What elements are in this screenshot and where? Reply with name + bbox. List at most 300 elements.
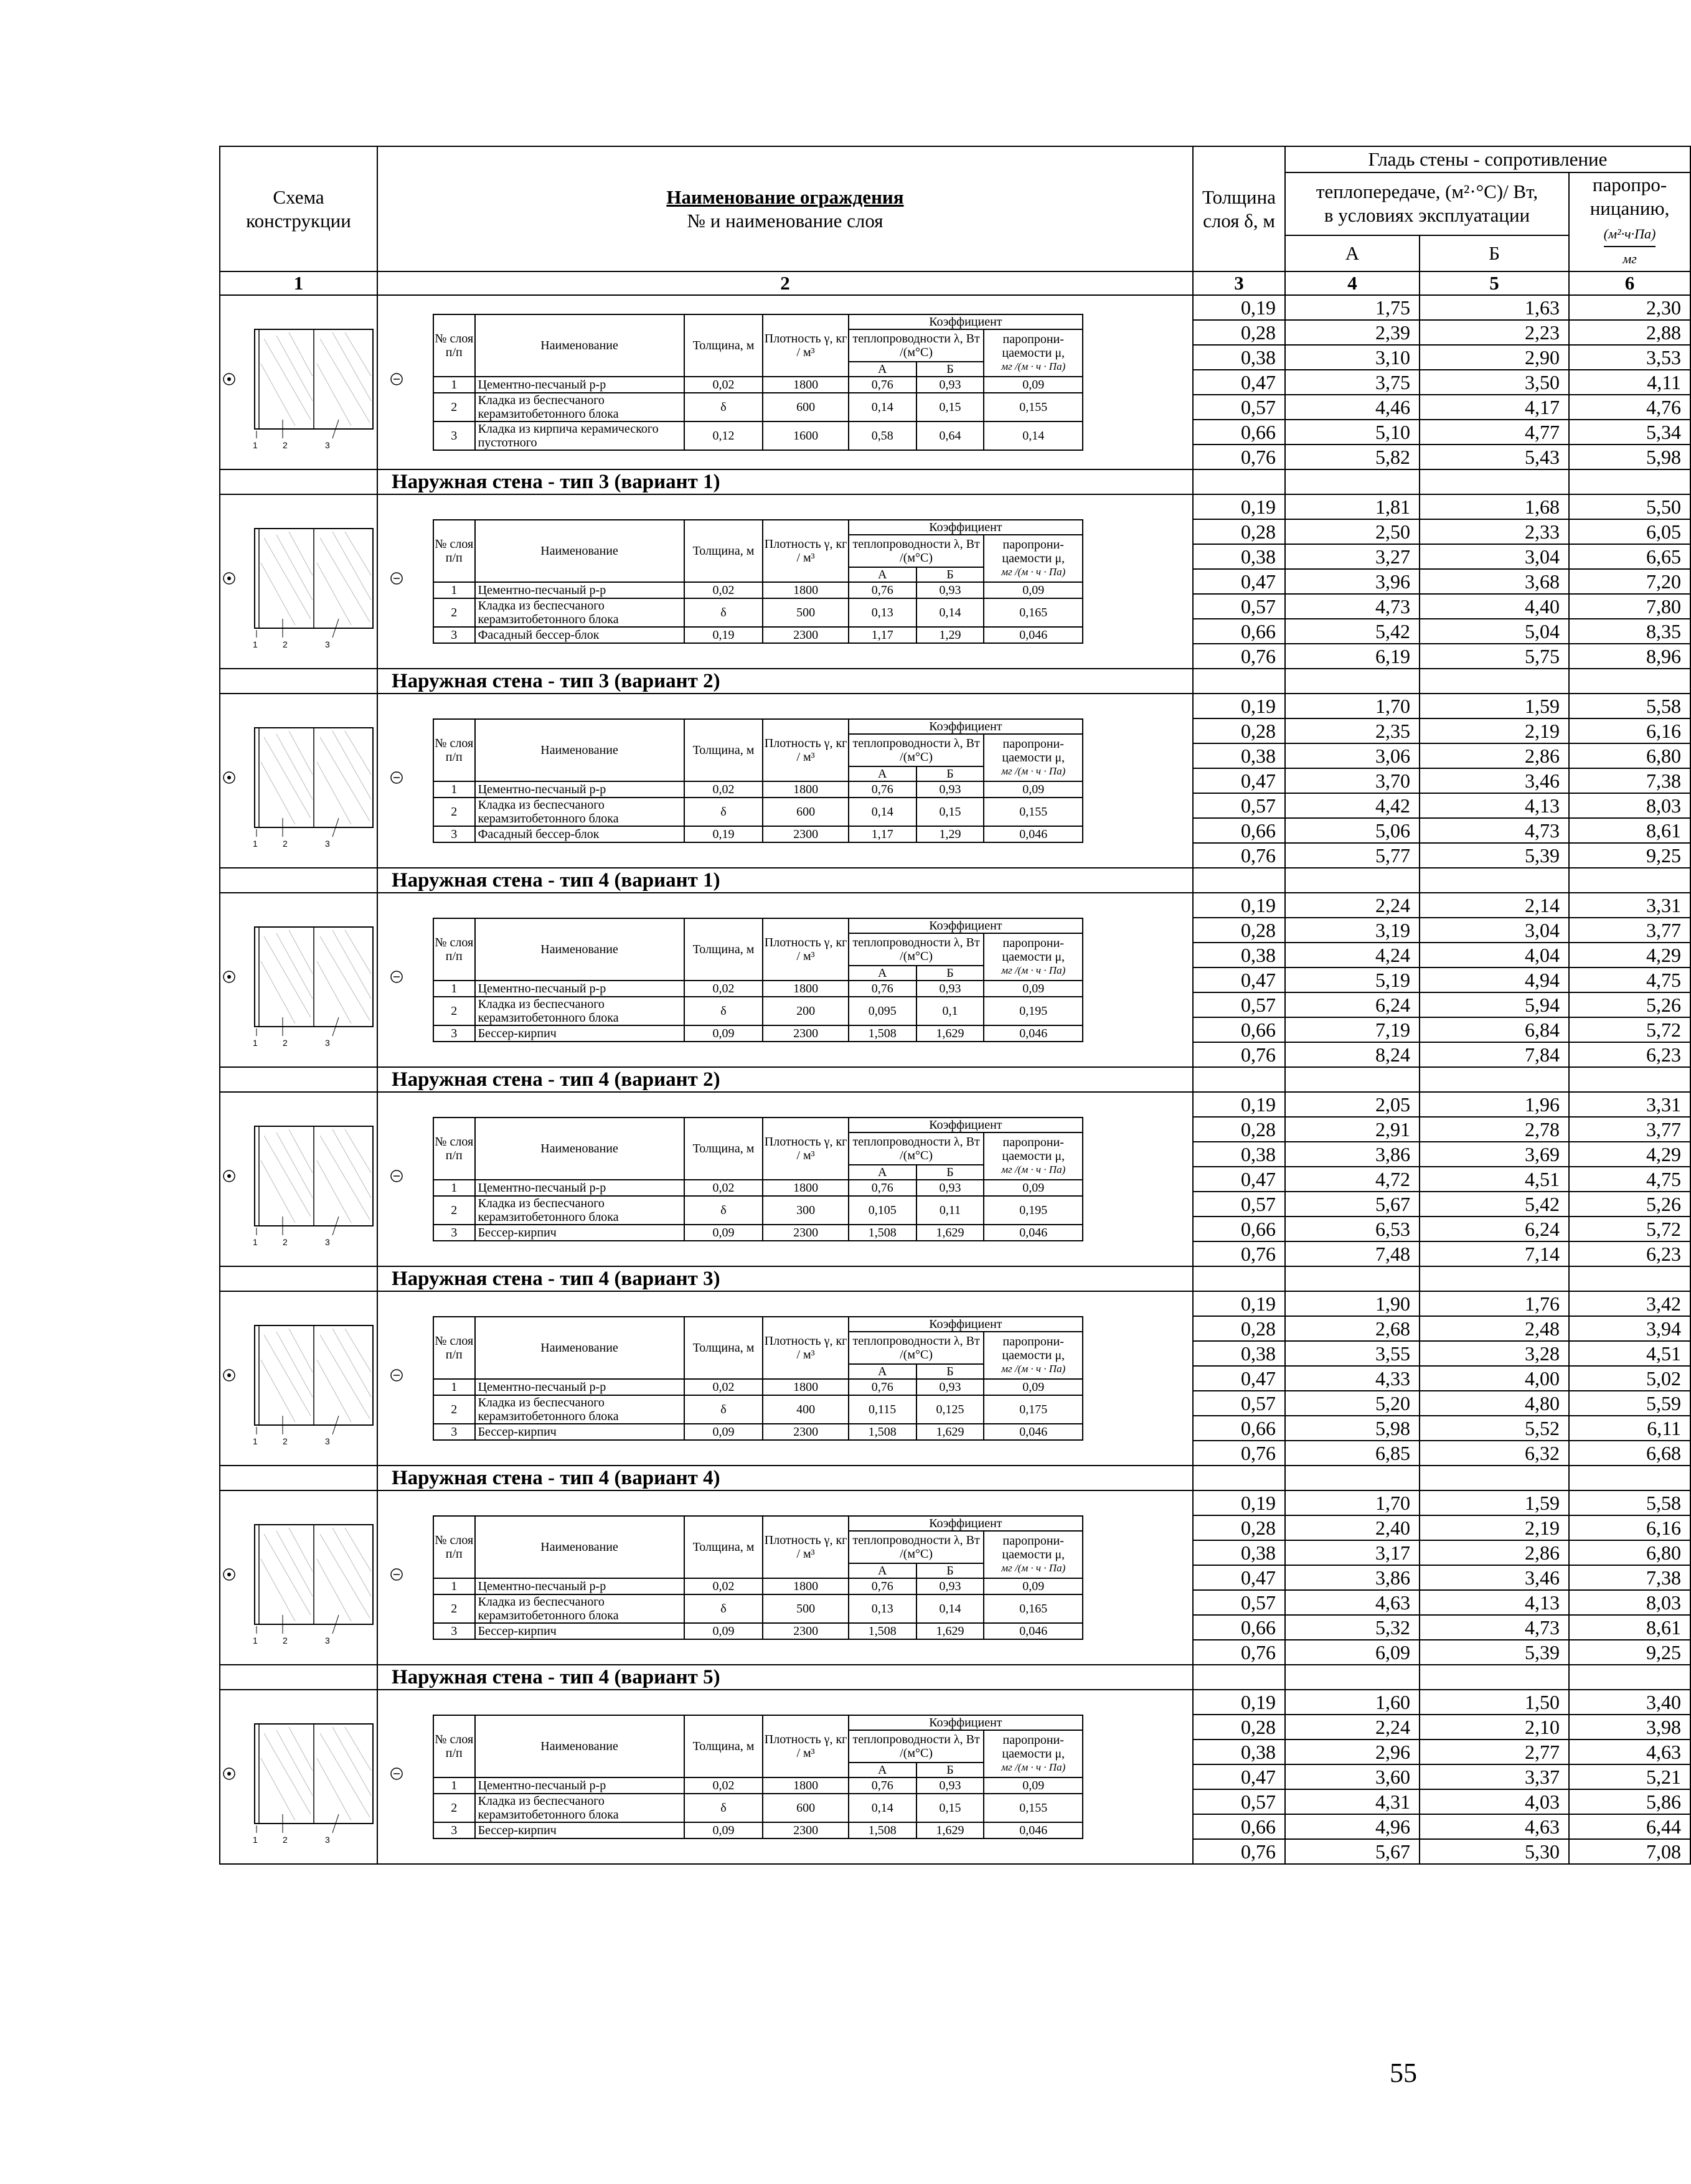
cond-b-header: Б bbox=[916, 1563, 984, 1578]
layer-cond-a: 0,76 bbox=[849, 377, 916, 393]
empty-cell bbox=[1569, 1067, 1690, 1092]
layer-num: 3 bbox=[433, 627, 475, 643]
vapor-resistance-value: 6,16 bbox=[1569, 1515, 1690, 1540]
empty-cell bbox=[220, 868, 377, 893]
vapor-resistance-value: 6,80 bbox=[1569, 743, 1690, 768]
resistance-b-value: 4,63 bbox=[1420, 1814, 1569, 1839]
thickness-value: 0,66 bbox=[1193, 1416, 1285, 1441]
layer-num: 3 bbox=[433, 421, 475, 450]
schema-cell bbox=[220, 1690, 377, 1864]
resistance-b-value: 2,19 bbox=[1420, 1515, 1569, 1540]
permeability-header-label: паропрони-цаемости μ, bbox=[1002, 1534, 1065, 1561]
layer-row bbox=[433, 393, 1083, 421]
svg-text:1: 1 bbox=[253, 639, 258, 649]
block-title-row bbox=[220, 669, 1690, 694]
layer-thick-header: Толщина, м bbox=[684, 1715, 763, 1777]
layer-row bbox=[433, 1025, 1083, 1042]
resistance-a-value: 1,90 bbox=[1285, 1291, 1420, 1316]
resistance-b-value: 4,03 bbox=[1420, 1789, 1569, 1814]
cond-a-header: А bbox=[849, 766, 916, 781]
permeability-header bbox=[984, 1132, 1083, 1180]
layer-num: 1 bbox=[433, 1379, 475, 1395]
layers-table bbox=[433, 718, 1083, 843]
layer-name: Бессер-кирпич bbox=[475, 1225, 684, 1241]
coef-header: Коэффициент bbox=[849, 520, 1083, 535]
vapor-resistance-value: 4,29 bbox=[1569, 943, 1690, 967]
thickness-value: 0,19 bbox=[1193, 295, 1285, 320]
layer-num: 3 bbox=[433, 1822, 475, 1838]
svg-text:1: 1 bbox=[253, 440, 258, 450]
thickness-value: 0,47 bbox=[1193, 967, 1285, 992]
empty-cell bbox=[1420, 469, 1569, 494]
layer-permeability: 0,09 bbox=[984, 1578, 1083, 1594]
thickness-value: 0,47 bbox=[1193, 1764, 1285, 1789]
block-title-row bbox=[220, 1266, 1690, 1291]
resistance-b-value: 1,63 bbox=[1420, 295, 1569, 320]
svg-text:2: 2 bbox=[283, 1835, 288, 1845]
empty-cell bbox=[1193, 1266, 1285, 1291]
schema-cell bbox=[220, 1490, 377, 1665]
block-title-row bbox=[220, 1466, 1690, 1490]
layer-permeability: 0,09 bbox=[984, 1379, 1083, 1395]
conductivity-header: теплопроводности λ, Вт /(м°С) bbox=[849, 734, 984, 766]
layer-thickness: δ bbox=[684, 393, 763, 421]
layer-density: 300 bbox=[763, 1196, 848, 1225]
resistance-b-value: 2,23 bbox=[1420, 320, 1569, 345]
svg-text:1: 1 bbox=[253, 1237, 258, 1247]
empty-cell bbox=[1285, 868, 1420, 893]
cond-a-header: А bbox=[849, 362, 916, 377]
resistance-a-value: 2,40 bbox=[1285, 1515, 1420, 1540]
layer-cond-a: 0,095 bbox=[849, 997, 916, 1025]
resistance-a-value: 2,50 bbox=[1285, 519, 1420, 544]
table-row bbox=[220, 1490, 1690, 1515]
layers-cell bbox=[377, 694, 1193, 868]
layer-density: 2300 bbox=[763, 1623, 848, 1639]
layer-num: 2 bbox=[433, 798, 475, 826]
resistance-header: Гладь стены - сопротивление bbox=[1285, 146, 1690, 172]
layer-num-header: № слоя п/п bbox=[433, 1516, 475, 1578]
coef-header: Коэффициент bbox=[849, 1715, 1083, 1730]
resistance-b-value: 5,52 bbox=[1420, 1416, 1569, 1441]
thickness-value: 0,47 bbox=[1193, 569, 1285, 594]
layer-thickness: 0,09 bbox=[684, 1822, 763, 1838]
layer-num: 1 bbox=[433, 582, 475, 598]
layer-density: 1800 bbox=[763, 1379, 848, 1395]
layer-row bbox=[433, 1395, 1083, 1424]
resistance-b-value: 6,84 bbox=[1420, 1017, 1569, 1042]
resistance-a-value: 3,86 bbox=[1285, 1565, 1420, 1590]
resistance-a-value: 3,86 bbox=[1285, 1142, 1420, 1167]
resistance-b-value: 3,46 bbox=[1420, 1565, 1569, 1590]
svg-text:2: 2 bbox=[283, 1436, 288, 1446]
layer-name: Кладка из беспесчаного керамзитобетонного блока bbox=[475, 1196, 684, 1225]
empty-cell bbox=[1193, 669, 1285, 694]
layer-permeability: 0,09 bbox=[984, 377, 1083, 393]
resistance-b-value: 4,94 bbox=[1420, 967, 1569, 992]
resistance-a-value: 1,70 bbox=[1285, 1490, 1420, 1515]
layer-thickness: 0,02 bbox=[684, 377, 763, 393]
thickness-value: 0,76 bbox=[1193, 445, 1285, 469]
layer-thickness: 0,02 bbox=[684, 1777, 763, 1794]
resistance-b-value: 5,75 bbox=[1420, 644, 1569, 669]
layer-row bbox=[433, 1180, 1083, 1196]
layer-density: 600 bbox=[763, 1794, 848, 1822]
cond-b-header: Б bbox=[916, 1364, 984, 1379]
resistance-b-value: 5,39 bbox=[1420, 843, 1569, 868]
layer-name: Цементно-песчаный р-р bbox=[475, 781, 684, 798]
layer-density: 2300 bbox=[763, 627, 848, 643]
svg-text:3: 3 bbox=[325, 1038, 330, 1048]
empty-cell bbox=[1420, 1665, 1569, 1690]
resistance-a-value: 3,27 bbox=[1285, 544, 1420, 569]
cond-b-header: Б bbox=[916, 1165, 984, 1180]
permeability-header bbox=[984, 734, 1083, 781]
resistance-b-value: 1,59 bbox=[1420, 694, 1569, 718]
resistance-b-value: 2,48 bbox=[1420, 1316, 1569, 1341]
layer-cond-b: 0,93 bbox=[916, 582, 984, 598]
block-title: Наружная стена - тип 3 (вариант 1) bbox=[377, 469, 1193, 494]
resistance-b-value: 3,69 bbox=[1420, 1142, 1569, 1167]
layer-num: 1 bbox=[433, 1180, 475, 1196]
resistance-a-value: 2,91 bbox=[1285, 1117, 1420, 1142]
empty-cell bbox=[1569, 469, 1690, 494]
layer-name: Цементно-песчаный р-р bbox=[475, 1379, 684, 1395]
resistance-a-value: 1,75 bbox=[1285, 295, 1420, 320]
table-row bbox=[220, 494, 1690, 519]
document bbox=[219, 146, 1682, 1865]
permeability-header-label: паропрони-цаемости μ, bbox=[1002, 1733, 1065, 1761]
thickness-value: 0,19 bbox=[1193, 1690, 1285, 1715]
thickness-value: 0,38 bbox=[1193, 1540, 1285, 1565]
resistance-a-value: 4,63 bbox=[1285, 1590, 1420, 1615]
layer-thickness: 0,12 bbox=[684, 421, 763, 450]
schema-cell bbox=[220, 694, 377, 868]
permeability-units: мг /(м · ч · Па) bbox=[1001, 566, 1066, 578]
empty-cell bbox=[1569, 1266, 1690, 1291]
vapor-resistance-value: 3,53 bbox=[1569, 345, 1690, 370]
thickness-value: 0,28 bbox=[1193, 1316, 1285, 1341]
layer-permeability: 0,155 bbox=[984, 798, 1083, 826]
vapor-resistance-value: 6,05 bbox=[1569, 519, 1690, 544]
col-number: 4 bbox=[1285, 271, 1420, 295]
vapor-resistance-value: 7,08 bbox=[1569, 1839, 1690, 1864]
heat-header-line1: теплопередаче, (м²·°С)/ Вт, bbox=[1316, 181, 1538, 203]
layer-cond-a: 0,14 bbox=[849, 798, 916, 826]
layer-cond-b: 0,11 bbox=[916, 1196, 984, 1225]
layer-thickness: δ bbox=[684, 798, 763, 826]
resistance-a-value: 5,20 bbox=[1285, 1391, 1420, 1416]
coef-header: Коэффициент bbox=[849, 719, 1083, 734]
resistance-a-value: 2,24 bbox=[1285, 893, 1420, 918]
permeability-header bbox=[984, 933, 1083, 981]
cond-a-header: А bbox=[849, 1165, 916, 1180]
thickness-value: 0,28 bbox=[1193, 918, 1285, 943]
layer-cond-a: 0,14 bbox=[849, 393, 916, 421]
thickness-value: 0,57 bbox=[1193, 1590, 1285, 1615]
vapor-resistance-value: 5,72 bbox=[1569, 1017, 1690, 1042]
resistance-b-value: 5,39 bbox=[1420, 1640, 1569, 1665]
layer-density-header: Плотность γ, кг / м³ bbox=[763, 1118, 848, 1180]
resistance-a-value: 5,98 bbox=[1285, 1416, 1420, 1441]
layer-row bbox=[433, 981, 1083, 997]
vapor-resistance-value: 6,11 bbox=[1569, 1416, 1690, 1441]
layer-name: Кладка из беспесчаного керамзитобетонного блока bbox=[475, 997, 684, 1025]
layers-table bbox=[433, 1515, 1083, 1640]
resistance-a-value: 3,17 bbox=[1285, 1540, 1420, 1565]
table-row bbox=[220, 1291, 1690, 1316]
layers-cell bbox=[377, 893, 1193, 1067]
permeability-header bbox=[984, 1332, 1083, 1379]
layer-cond-a: 0,76 bbox=[849, 1379, 916, 1395]
layer-density-header: Плотность γ, кг / м³ bbox=[763, 1516, 848, 1578]
resistance-a-value: 4,24 bbox=[1285, 943, 1420, 967]
cond-a-header: А bbox=[849, 1364, 916, 1379]
resistance-a-value: 4,96 bbox=[1285, 1814, 1420, 1839]
svg-text:3: 3 bbox=[325, 1636, 330, 1645]
layer-num: 2 bbox=[433, 1196, 475, 1225]
thickness-value: 0,28 bbox=[1193, 1515, 1285, 1540]
layer-row bbox=[433, 798, 1083, 826]
permeability-header-label: паропрони-цаемости μ, bbox=[1002, 936, 1065, 964]
layer-cond-b: 0,14 bbox=[916, 1594, 984, 1623]
layer-permeability: 0,09 bbox=[984, 1180, 1083, 1196]
thickness-value: 0,66 bbox=[1193, 1814, 1285, 1839]
empty-cell bbox=[1569, 669, 1690, 694]
layer-permeability: 0,046 bbox=[984, 1225, 1083, 1241]
layer-num: 3 bbox=[433, 1225, 475, 1241]
vapor-resistance-value: 7,80 bbox=[1569, 594, 1690, 619]
permeability-header-label: паропрони-цаемости μ, bbox=[1002, 1136, 1065, 1163]
page-number: 55 bbox=[1390, 2058, 1417, 2088]
empty-cell bbox=[220, 1466, 377, 1490]
layer-name: Бессер-кирпич bbox=[475, 1623, 684, 1639]
layer-cond-b: 0,93 bbox=[916, 1777, 984, 1794]
vapor-resistance-value: 8,61 bbox=[1569, 818, 1690, 843]
resistance-a-value: 2,96 bbox=[1285, 1739, 1420, 1764]
resistance-b-value: 4,40 bbox=[1420, 594, 1569, 619]
empty-cell bbox=[220, 1266, 377, 1291]
block-title-row bbox=[220, 868, 1690, 893]
layer-density: 2300 bbox=[763, 1424, 848, 1440]
layer-row bbox=[433, 781, 1083, 798]
resistance-a-value: 7,19 bbox=[1285, 1017, 1420, 1042]
resistance-a-value: 3,10 bbox=[1285, 345, 1420, 370]
name-header-title: Наименование ограждения bbox=[666, 186, 904, 208]
block-title-row bbox=[220, 469, 1690, 494]
layer-cond-a: 0,115 bbox=[849, 1395, 916, 1424]
layer-num: 1 bbox=[433, 1777, 475, 1794]
thickness-value: 0,76 bbox=[1193, 1042, 1285, 1067]
layer-name-header: Наименование bbox=[475, 314, 684, 377]
resistance-a-value: 1,60 bbox=[1285, 1690, 1420, 1715]
layer-permeability: 0,155 bbox=[984, 393, 1083, 421]
empty-cell bbox=[1285, 1067, 1420, 1092]
thickness-value: 0,57 bbox=[1193, 1391, 1285, 1416]
block-title: Наружная стена - тип 4 (вариант 1) bbox=[377, 868, 1193, 893]
cond-a-header: А bbox=[849, 567, 916, 582]
layer-name: Цементно-песчаный р-р bbox=[475, 1777, 684, 1794]
thickness-header: Толщина слоя δ, м bbox=[1193, 146, 1285, 271]
layer-cond-b: 0,1 bbox=[916, 997, 984, 1025]
thickness-value: 0,76 bbox=[1193, 644, 1285, 669]
resistance-a-value: 4,33 bbox=[1285, 1366, 1420, 1391]
layer-name-header: Наименование bbox=[475, 719, 684, 781]
block-title: Наружная стена - тип 4 (вариант 2) bbox=[377, 1067, 1193, 1092]
vapor-resistance-value: 8,35 bbox=[1569, 619, 1690, 644]
vapor-resistance-value: 4,76 bbox=[1569, 395, 1690, 420]
layer-thick-header: Толщина, м bbox=[684, 520, 763, 582]
permeability-units: мг /(м · ч · Па) bbox=[1001, 765, 1066, 777]
layer-num: 2 bbox=[433, 393, 475, 421]
name-header-sub: № и наименование слоя bbox=[687, 209, 883, 232]
layer-density: 1800 bbox=[763, 781, 848, 798]
svg-text:2: 2 bbox=[283, 639, 288, 649]
cond-b-header: Б bbox=[916, 966, 984, 981]
vapor-units: (м²·ч·Па) bbox=[1604, 222, 1656, 247]
thickness-value: 0,38 bbox=[1193, 743, 1285, 768]
thickness-value: 0,47 bbox=[1193, 1167, 1285, 1192]
resistance-b-value: 4,04 bbox=[1420, 943, 1569, 967]
layer-name: Кладка из беспесчаного керамзитобетонного блока bbox=[475, 1594, 684, 1623]
permeability-header bbox=[984, 1531, 1083, 1578]
layer-cond-b: 0,93 bbox=[916, 1578, 984, 1594]
layer-permeability: 0,046 bbox=[984, 826, 1083, 842]
vapor-resistance-value: 5,58 bbox=[1569, 694, 1690, 718]
thickness-value: 0,66 bbox=[1193, 1017, 1285, 1042]
table-row bbox=[220, 893, 1690, 918]
resistance-b-value: 1,50 bbox=[1420, 1690, 1569, 1715]
thickness-value: 0,57 bbox=[1193, 395, 1285, 420]
thickness-value: 0,19 bbox=[1193, 1490, 1285, 1515]
permeability-units: мг /(м · ч · Па) bbox=[1001, 1761, 1066, 1773]
thickness-value: 0,76 bbox=[1193, 1241, 1285, 1266]
thickness-value: 0,57 bbox=[1193, 1789, 1285, 1814]
table-row bbox=[220, 694, 1690, 718]
resistance-a-value: 4,46 bbox=[1285, 395, 1420, 420]
empty-cell bbox=[1420, 1067, 1569, 1092]
cond-a-header: А bbox=[849, 1763, 916, 1777]
layer-thick-header: Толщина, м bbox=[684, 719, 763, 781]
resistance-b-value: 4,00 bbox=[1420, 1366, 1569, 1391]
layers-cell bbox=[377, 1291, 1193, 1466]
heat-header-line2: в условиях эксплуатации bbox=[1324, 204, 1530, 227]
resistance-b-value: 1,76 bbox=[1420, 1291, 1569, 1316]
layer-name-header: Наименование bbox=[475, 1118, 684, 1180]
layer-num-header: № слоя п/п bbox=[433, 1118, 475, 1180]
layer-thickness: 0,19 bbox=[684, 826, 763, 842]
layer-cond-a: 1,508 bbox=[849, 1424, 916, 1440]
layer-name: Цементно-песчаный р-р bbox=[475, 377, 684, 393]
cond-b-header: Б bbox=[916, 362, 984, 377]
layer-density: 1600 bbox=[763, 421, 848, 450]
layer-cond-b: 0,93 bbox=[916, 1379, 984, 1395]
thickness-value: 0,38 bbox=[1193, 1739, 1285, 1764]
resistance-a-value: 8,24 bbox=[1285, 1042, 1420, 1067]
header-b: Б bbox=[1420, 235, 1569, 271]
layer-thickness: 0,09 bbox=[684, 1025, 763, 1042]
layer-name-header: Наименование bbox=[475, 918, 684, 981]
vapor-units-2: мг bbox=[1623, 251, 1637, 266]
resistance-a-value: 4,42 bbox=[1285, 793, 1420, 818]
table-row bbox=[220, 1092, 1690, 1117]
col-number: 1 bbox=[220, 271, 377, 295]
resistance-b-value: 2,77 bbox=[1420, 1739, 1569, 1764]
empty-cell bbox=[1420, 1266, 1569, 1291]
layer-cond-a: 0,76 bbox=[849, 981, 916, 997]
conductivity-header: теплопроводности λ, Вт /(м°С) bbox=[849, 1132, 984, 1165]
layer-thickness: 0,02 bbox=[684, 582, 763, 598]
resistance-b-value: 4,77 bbox=[1420, 420, 1569, 445]
layer-density: 500 bbox=[763, 1594, 848, 1623]
vapor-resistance-value: 3,31 bbox=[1569, 893, 1690, 918]
layer-num: 3 bbox=[433, 1623, 475, 1639]
layer-density: 200 bbox=[763, 997, 848, 1025]
layer-cond-b: 0,125 bbox=[916, 1395, 984, 1424]
resistance-b-value: 6,24 bbox=[1420, 1217, 1569, 1241]
layer-permeability: 0,09 bbox=[984, 1777, 1083, 1794]
resistance-b-value: 4,17 bbox=[1420, 395, 1569, 420]
resistance-a-value: 5,82 bbox=[1285, 445, 1420, 469]
layer-cond-b: 0,15 bbox=[916, 393, 984, 421]
layer-thickness: 0,02 bbox=[684, 1379, 763, 1395]
layer-row bbox=[433, 1594, 1083, 1623]
layer-cond-a: 0,76 bbox=[849, 1578, 916, 1594]
resistance-b-value: 3,68 bbox=[1420, 569, 1569, 594]
coef-header: Коэффициент bbox=[849, 1317, 1083, 1332]
layer-cond-b: 0,93 bbox=[916, 981, 984, 997]
svg-text:3: 3 bbox=[325, 839, 330, 849]
block-title: Наружная стена - тип 4 (вариант 4) bbox=[377, 1466, 1193, 1490]
resistance-b-value: 3,50 bbox=[1420, 370, 1569, 395]
resistance-a-value: 6,85 bbox=[1285, 1441, 1420, 1466]
heat-header bbox=[1285, 172, 1569, 235]
layer-density: 1800 bbox=[763, 377, 848, 393]
resistance-b-value: 4,80 bbox=[1420, 1391, 1569, 1416]
schema-cell bbox=[220, 494, 377, 669]
thickness-value: 0,47 bbox=[1193, 1565, 1285, 1590]
layer-name: Кладка из беспесчаного керамзитобетонного блока bbox=[475, 1395, 684, 1424]
coef-header: Коэффициент bbox=[849, 1118, 1083, 1132]
layer-num-header: № слоя п/п bbox=[433, 719, 475, 781]
block-title-row bbox=[220, 1067, 1690, 1092]
layer-permeability: 0,195 bbox=[984, 997, 1083, 1025]
vapor-resistance-value: 6,80 bbox=[1569, 1540, 1690, 1565]
permeability-units: мг /(м · ч · Па) bbox=[1001, 964, 1066, 976]
vapor-resistance-value: 4,75 bbox=[1569, 967, 1690, 992]
thickness-value: 0,19 bbox=[1193, 1092, 1285, 1117]
resistance-a-value: 2,39 bbox=[1285, 320, 1420, 345]
layer-density: 600 bbox=[763, 798, 848, 826]
layer-thickness: 0,02 bbox=[684, 1578, 763, 1594]
layer-row bbox=[433, 1578, 1083, 1594]
thickness-value: 0,66 bbox=[1193, 420, 1285, 445]
name-header bbox=[377, 146, 1193, 271]
thickness-value: 0,19 bbox=[1193, 494, 1285, 519]
layer-density: 1800 bbox=[763, 1180, 848, 1196]
resistance-a-value: 3,19 bbox=[1285, 918, 1420, 943]
coef-header: Коэффициент bbox=[849, 1516, 1083, 1531]
schema-cell bbox=[220, 893, 377, 1067]
resistance-a-value: 6,24 bbox=[1285, 992, 1420, 1017]
layer-thickness: 0,02 bbox=[684, 1180, 763, 1196]
resistance-b-value: 3,28 bbox=[1420, 1341, 1569, 1366]
vapor-resistance-value: 4,75 bbox=[1569, 1167, 1690, 1192]
col-number: 2 bbox=[377, 271, 1193, 295]
vapor-resistance-value: 6,23 bbox=[1569, 1241, 1690, 1266]
thickness-value: 0,66 bbox=[1193, 1217, 1285, 1241]
conductivity-header: теплопроводности λ, Вт /(м°С) bbox=[849, 1730, 984, 1763]
